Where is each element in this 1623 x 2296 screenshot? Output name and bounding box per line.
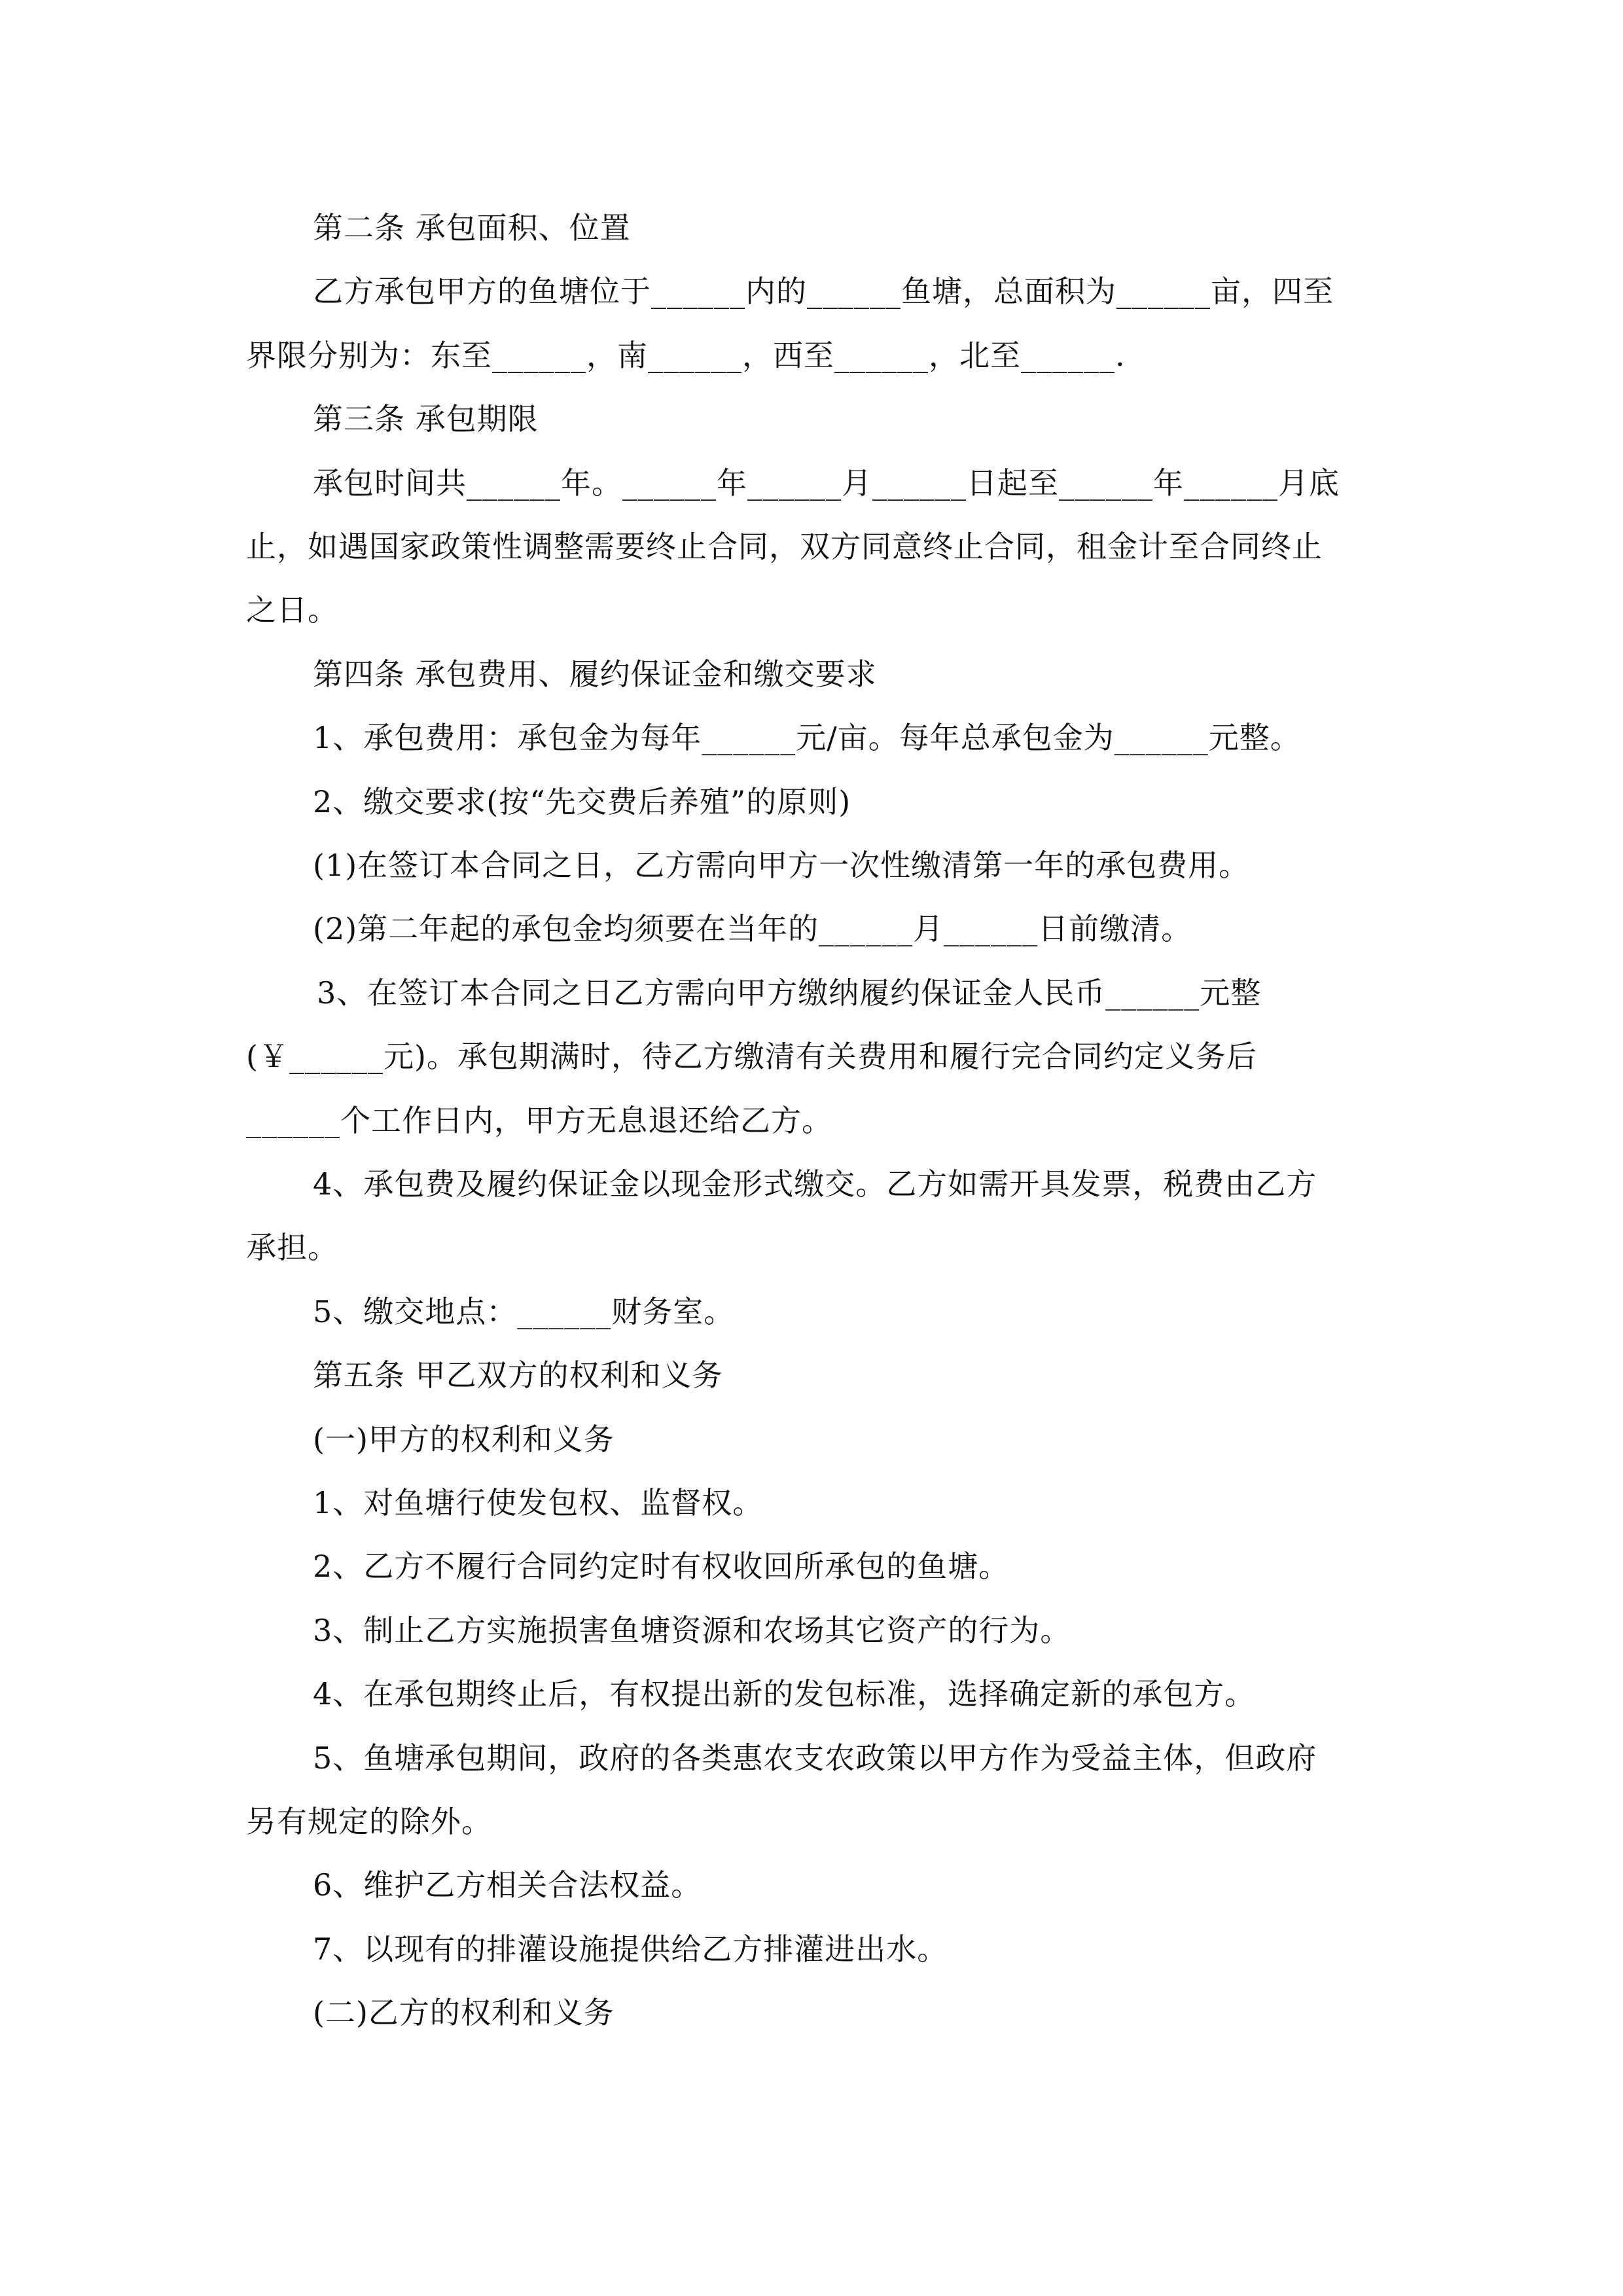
paragraph-line: 1、对鱼塘行使发包权、监督权。: [313, 1485, 764, 1520]
paragraph-line: 4、承包费及履约保证金以现金形式缴交。乙方如需开具发票，税费由乙方: [313, 1166, 1317, 1202]
paragraph-line: 7、以现有的排灌设施提供给乙方排灌进出水。: [313, 1931, 948, 1967]
paragraph-line: 6、维护乙方相关合法权益。: [313, 1867, 702, 1903]
article-4-heading: 第四条 承包费用、履约保证金和缴交要求: [313, 656, 877, 692]
paragraph-line: 之日。: [246, 592, 338, 628]
paragraph-line: 止，如遇国家政策性调整需要终止合同，双方同意终止合同，租金计至合同终止: [246, 529, 1323, 564]
article-2-heading: 第二条 承包面积、位置: [313, 210, 631, 245]
paragraph-line: 3、制止乙方实施损害鱼塘资源和农场其它资产的行为。: [313, 1613, 1071, 1648]
article-5-heading: 第五条 甲乙双方的权利和义务: [313, 1357, 723, 1393]
paragraph-line: 乙方承包甲方的鱼塘位于______内的______鱼塘，总面积为______亩，四至: [313, 274, 1334, 309]
paragraph-line: (1)在签订本合同之日，乙方需向甲方一次性缴清第一年的承包费用。: [313, 848, 1250, 883]
paragraph-line: 3、在签订本合同之日乙方需向甲方缴纳履约保证金人民币______元整: [317, 975, 1262, 1011]
paragraph-line: (2)第二年起的承包金均须要在当年的______月______日前缴清。: [313, 911, 1192, 946]
paragraph-line: 2、乙方不履行合同约定时有权收回所承包的鱼塘。: [313, 1549, 1010, 1584]
section-heading: (一)甲方的权利和义务: [313, 1422, 615, 1457]
paragraph-line: 4、在承包期终止后，有权提出新的发包标准，选择确定新的承包方。: [313, 1676, 1256, 1712]
paragraph-line: (￥______元)。承包期满时，待乙方缴清有关费用和履行完合同约定义务后: [246, 1039, 1257, 1074]
paragraph-line: 另有规定的除外。: [246, 1804, 492, 1839]
paragraph-line: ______个工作日内，甲方无息退还给乙方。: [246, 1103, 832, 1138]
paragraph-line: 承包时间共______年。______年______月______日起至______年______月底: [313, 465, 1340, 501]
paragraph-line: 2、缴交要求(按“先交费后养殖”的原则): [313, 784, 851, 819]
paragraph-line: 1、承包费用：承包金为每年______元/亩。每年总承包金为______元整。: [313, 720, 1301, 755]
paragraph-line: 5、缴交地点：______财务室。: [313, 1294, 735, 1329]
section-heading: (二)乙方的权利和义务: [313, 1995, 615, 2030]
paragraph-line: 界限分别为：东至______，南______，西至______，北至______.: [246, 338, 1126, 373]
paragraph-line: 承担。: [246, 1230, 338, 1265]
article-3-heading: 第三条 承包期限: [313, 401, 539, 437]
paragraph-line: 5、鱼塘承包期间，政府的各类惠农支农政策以甲方作为受益主体，但政府: [313, 1740, 1317, 1776]
